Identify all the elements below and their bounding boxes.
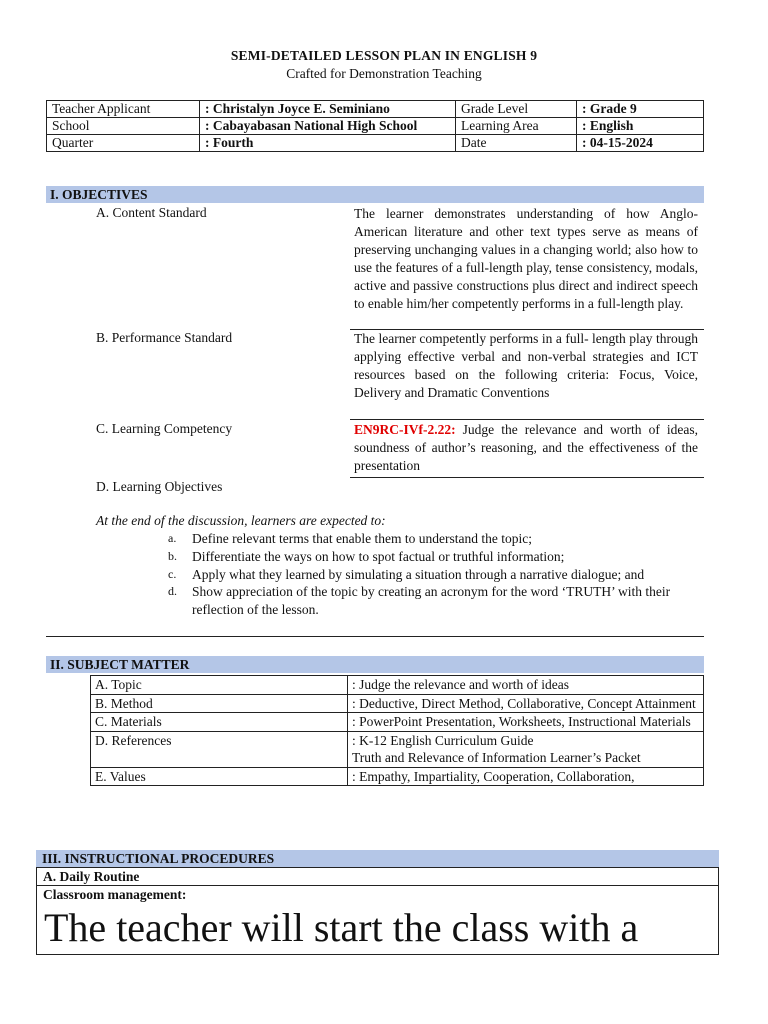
info-value: : English xyxy=(577,118,704,135)
performance-standard-label: B. Performance Standard xyxy=(96,330,233,345)
subject-value: : Empathy, Impartiality, Cooperation, Collaboration, xyxy=(348,767,704,786)
competency-code: EN9RC-IVf-2.22: xyxy=(354,422,456,437)
daily-routine-row: A. Daily Routine xyxy=(36,867,719,886)
info-label: Teacher Applicant xyxy=(47,101,200,118)
list-text: Show appreciation of the topic by creating an acronym for the word ‘TRUTH’ with their reflection of the lesson. xyxy=(192,584,671,618)
classroom-management-label: Classroom management: xyxy=(43,887,187,902)
list-item xyxy=(150,548,706,566)
subject-label: B. Method xyxy=(91,694,348,713)
subject-value: : K-12 English Curriculum Guide Truth and Relevance of Information Learner’s Packet xyxy=(348,731,704,767)
subject-matter-heading: II. SUBJECT MATTER xyxy=(46,656,704,673)
info-value: : Christalyn Joyce E. Seminiano xyxy=(200,101,456,118)
table-row xyxy=(91,767,704,786)
table-row xyxy=(47,101,704,118)
table-row xyxy=(47,118,704,135)
list-letter: a. xyxy=(168,531,177,545)
list-letter: c. xyxy=(168,566,177,581)
row-divider xyxy=(350,477,704,478)
page-subtitle: Crafted for Demonstration Teaching xyxy=(286,66,482,81)
subject-label: D. References xyxy=(91,731,348,767)
info-label: Learning Area xyxy=(456,118,577,135)
info-value: : 04-15-2024 xyxy=(577,135,704,152)
learning-competency-text xyxy=(354,421,698,475)
info-table xyxy=(46,100,704,152)
row-divider xyxy=(350,419,704,420)
subject-value: : Judge the relevance and worth of ideas xyxy=(348,676,704,695)
subject-value: : Deductive, Direct Method, Collaborative, Concept Attainment xyxy=(348,694,704,713)
table-row xyxy=(47,135,704,152)
info-value: : Grade 9 xyxy=(577,101,704,118)
procedures-heading: III. INSTRUCTIONAL PROCEDURES xyxy=(36,850,719,867)
list-item xyxy=(150,566,706,584)
content-standard-text: The learner demonstrates understanding of how Anglo-American literature and other text types serve as means of preserving unchanging values in a changing world; also how to use the features of a full-length play, tense consistency, modals, active and passive constructions plus direct and indirect speech to enable him/her competently performs in a full-length play. xyxy=(354,206,698,311)
content-standard-label: A. Content Standard xyxy=(96,205,207,220)
objectives-heading: I. OBJECTIVES xyxy=(46,186,704,203)
subject-value: : PowerPoint Presentation, Worksheets, Instructional Materials xyxy=(348,713,704,732)
table-row xyxy=(91,694,704,713)
list-text: Apply what they learned by simulating a situation through a narrative dialogue; and xyxy=(192,566,645,582)
objectives-intro: At the end of the discussion, learners are expected to: xyxy=(96,513,386,528)
performance-standard-text: The learner competently performs in a full- length play through applying effective verbal and non-verbal strategies and ICT resources based on the following criteria: Focus, Voice, Delivery and Dramatic Conventions xyxy=(354,331,698,400)
page-title: SEMI-DETAILED LESSON PLAN IN ENGLISH 9 xyxy=(230,48,538,63)
competency-description: Judge the relevance and worth of ideas, soundness of author’s reasoning, and the effectiveness of the presentation xyxy=(354,422,698,473)
learning-competency-label: C. Learning Competency xyxy=(96,421,233,436)
section-divider xyxy=(46,636,704,637)
subject-label: A. Topic xyxy=(91,676,348,695)
learning-objectives-label: D. Learning Objectives xyxy=(96,479,223,494)
objectives-list xyxy=(150,530,706,619)
info-label: Date xyxy=(456,135,577,152)
table-row xyxy=(91,731,704,767)
subject-label: E. Values xyxy=(91,767,348,786)
subject-label: C. Materials xyxy=(91,713,348,732)
list-letter: b. xyxy=(168,548,177,563)
subject-matter-table xyxy=(90,675,704,786)
info-value: : Fourth xyxy=(200,135,456,152)
list-text: Define relevant terms that enable them to understand the topic; xyxy=(192,531,533,546)
procedure-text: The teacher will start the class with a xyxy=(44,905,639,950)
list-item xyxy=(150,530,706,548)
list-letter: d. xyxy=(168,584,177,599)
table-row xyxy=(91,713,704,732)
list-text: Differentiate the ways on how to spot factual or truthful information; xyxy=(192,548,565,564)
info-label: Quarter xyxy=(47,135,200,152)
table-row xyxy=(91,676,704,695)
info-label: School xyxy=(47,118,200,135)
list-item xyxy=(150,583,706,619)
info-value: : Cabayabasan National High School xyxy=(200,118,456,135)
info-label: Grade Level xyxy=(456,101,577,118)
